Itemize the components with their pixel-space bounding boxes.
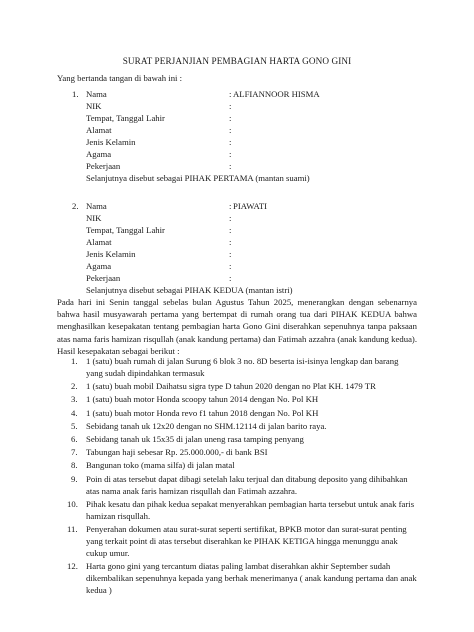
- agreement-item: [57, 446, 417, 458]
- party-field-label: Nama: [86, 89, 107, 99]
- item-text: Bangunan toko (mama silfa) di jalan matal: [86, 460, 235, 471]
- item-text: 1 (satu) buah mobil Daihatsu sigra type D tahun 2020 dengan no Plat KH. 1479 TR: [86, 381, 376, 392]
- party-field-colon: :: [229, 249, 232, 259]
- intro-text: Yang bertanda tangan di bawah ini :: [57, 73, 183, 83]
- party-field-colon: :: [229, 113, 232, 123]
- agreement-item: [57, 473, 417, 497]
- party-note-row: [57, 284, 417, 296]
- item-number: 1.: [71, 356, 78, 366]
- party-field-label: NIK: [86, 213, 102, 223]
- item-text: 1 (satu) buah rumah di jalan Surung 6 blok 3 no. 8D beserta isi-isinya lengkap dan barang yang sudah dipindahkan termasuk: [86, 356, 399, 378]
- agreement-item: [57, 523, 417, 559]
- agreement-item: [57, 380, 417, 392]
- party-note: Selanjutnya disebut sebagai PIHAK PERTAMA (mantan suami): [86, 173, 310, 183]
- agreement-item: [57, 560, 417, 596]
- party-field-row: [57, 124, 417, 136]
- party-field-row: [57, 100, 417, 112]
- party-field-colon: :: [229, 213, 232, 223]
- party-field-row: [57, 224, 417, 236]
- party-number: 1.: [72, 89, 79, 99]
- item-number: 4.: [71, 407, 78, 418]
- agreement-item: [57, 433, 417, 445]
- party-field-row: [57, 160, 417, 172]
- party-number: 2.: [72, 201, 79, 211]
- item-number: 8.: [71, 460, 78, 471]
- item-text: Penyerahan dokumen atau surat-surat seperti sertifikat, BPKB motor dan surat-surat penting yang terkait point di atas tersebut diserahkan ke PIHAK KETIGA hingga menunggu anak cukup umur.: [86, 523, 407, 558]
- party-field-label: Alamat: [86, 237, 112, 247]
- item-text: Sebidang tanah uk 12x20 dengan no SHM.12114 di jalan barito raya.: [86, 420, 327, 431]
- party-field-label: Jenis Kelamin: [86, 249, 136, 259]
- party-field-colon: :: [229, 261, 232, 271]
- agreement-item: [57, 459, 417, 471]
- party-field-row: [57, 88, 417, 100]
- party-field-row: [57, 148, 417, 160]
- party-field-colon: :: [229, 101, 232, 111]
- party-field-label: Alamat: [86, 125, 112, 135]
- party-note-row: [57, 172, 417, 184]
- item-number: 11.: [67, 523, 78, 534]
- party-field-row: [57, 212, 417, 224]
- item-text: Pihak kesatu dan pihak kedua sepakat menyerahkan pembagian harta tersebut untuk anak faris hamizan risqullah.: [86, 498, 415, 521]
- item-text: 1 (satu) buah motor Honda scoopy tahun 2014 dengan No. Pol KH: [86, 394, 319, 405]
- item-number: 2.: [71, 381, 78, 392]
- party-field-colon: :: [229, 137, 232, 147]
- party-field-row: [57, 272, 417, 284]
- party-field-label: Pekerjaan: [86, 161, 121, 171]
- document-title: SURAT PERJANJIAN PEMBAGIAN HARTA GONO GINI: [122, 56, 352, 66]
- agreement-item: [57, 393, 417, 405]
- party-field-row: [57, 236, 417, 248]
- party-field-colon: :: [229, 149, 232, 159]
- party-field-label: Nama: [86, 201, 107, 211]
- party-field-label: Pekerjaan: [86, 273, 121, 283]
- party-field-colon: :: [229, 125, 232, 135]
- agreement-item: [57, 420, 417, 432]
- party-field-row: [57, 136, 417, 148]
- item-text: 1 (satu) buah motor Honda revo f1 tahun 2018 dengan No. Pol KH: [86, 407, 319, 418]
- item-text: Sebidang tanah uk 15x35 di jalan uneng rasa tamping penyang: [86, 433, 304, 444]
- party-field-row: [57, 200, 417, 212]
- party-field-colon: :: [229, 237, 232, 247]
- party-field-colon: :: [229, 225, 232, 235]
- item-text: Tabungan haji sebesar Rp. 25.000.000,- di bank BSI: [86, 447, 268, 458]
- party-field-colon: :: [229, 161, 232, 171]
- item-text: Poin di atas tersebut dapat dibagi setelah laku terjual dan ditabung deposito yang dihibahkan atas nama anak faris hamizan risqullah dan Fatimah azzahra.: [86, 473, 408, 496]
- item-number: 12.: [67, 561, 78, 572]
- party-field-label: NIK: [86, 101, 102, 111]
- item-number: 9.: [71, 473, 78, 484]
- agreement-paragraph: Pada hari ini Senin tanggal sebelas bulan Agustus Tahun 2025, menerangkan dengan sebenarnya bahwa hasil musyawarah pertama yang bertempat di rumah orang tua dari PIHAK KEDUA bahwa menghasilkan kesepakatan tentang pembagian harta Gono Gini diserahkan sepenuhnya tanpa paksaan atas nama faris hamizan risqullah (anak kandung pertama) dan Fatimah azzahra (anak kandung kedua). Hasil kesepakatan sebagai berikut :: [57, 297, 417, 356]
- party-field-colon: :: [229, 201, 232, 211]
- agreement-items: [57, 355, 417, 597]
- item-number: 10.: [67, 498, 78, 509]
- party-field-value: ALFIANNOOR HISMA: [233, 89, 320, 99]
- item-number: 5.: [71, 420, 78, 431]
- party-kedua: [57, 200, 417, 296]
- item-number: 6.: [71, 433, 78, 444]
- party-note: Selanjutnya disebut sebagai PIHAK KEDUA (mantan istri): [86, 285, 293, 295]
- agreement-item: [57, 407, 417, 419]
- item-number: 7.: [71, 447, 78, 458]
- party-field-label: Agama: [86, 261, 112, 271]
- agreement-item: [57, 355, 417, 379]
- party-field-row: [57, 112, 417, 124]
- party-pertama: [57, 88, 417, 184]
- party-field-colon: :: [229, 89, 232, 99]
- party-field-colon: :: [229, 273, 232, 283]
- item-number: 3.: [71, 394, 78, 405]
- party-field-label: Agama: [86, 149, 112, 159]
- party-field-row: [57, 260, 417, 272]
- agreement-item: [57, 498, 417, 522]
- party-field-label: Jenis Kelamin: [86, 137, 136, 147]
- party-field-row: [57, 248, 417, 260]
- item-text: Harta gono gini yang tercantum diatas paling lambat diserahkan akhir September sudah dikembalikan sepenuhnya kepada yang berhak menerimanya ( anak kandung pertama dan anak kedua ): [86, 561, 417, 596]
- party-field-label: Tempat, Tanggal Lahir: [86, 113, 165, 123]
- party-field-label: Tempat, Tanggal Lahir: [86, 225, 165, 235]
- party-field-value: PIAWATI: [233, 201, 268, 211]
